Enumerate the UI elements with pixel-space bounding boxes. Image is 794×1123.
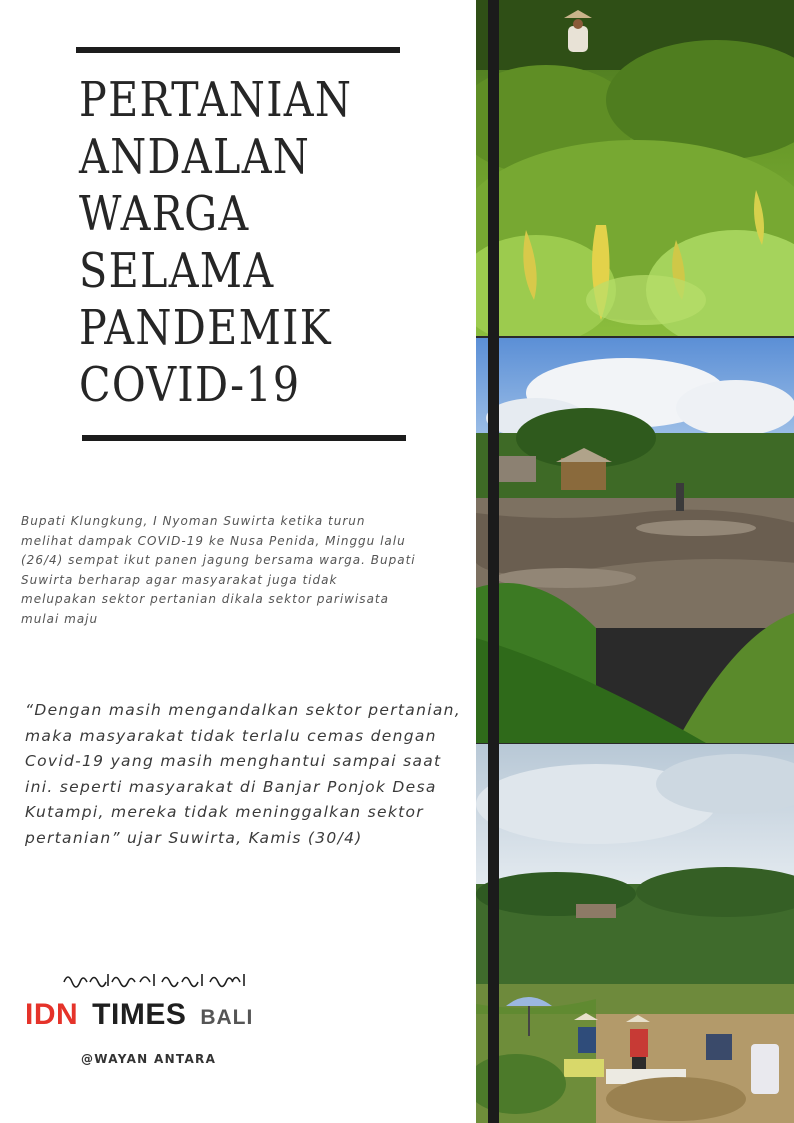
photo-credit: @WAYAN ANTARA — [81, 1052, 217, 1066]
photo-caption: Bupati Klungkung, I Nyoman Suwirta ketika turun melihat dampak COVID-19 ke Nusa Penida, Minggu lalu (26/4) sempat ikut panen jagung bersama warga. Bupati Suwirta berharap agar masyarakat juga tidak melupakan sektor pertanian dikala sektor pariwisata mulai maju — [21, 514, 416, 626]
headline-line: COVID-19 — [79, 357, 301, 413]
flooded-rice-field-photo — [476, 338, 794, 743]
balinese-script-logo — [62, 968, 252, 990]
headline-line: SELAMA — [79, 243, 275, 299]
idn-times-logo — [25, 995, 253, 1035]
headline-line: ANDALAN — [79, 129, 311, 185]
photo-divider-bar — [488, 0, 499, 1123]
headline — [79, 72, 406, 414]
headline-line: WARGA — [79, 186, 250, 242]
chili-plants-farmer-photo — [476, 0, 794, 336]
logo-region: BALI — [200, 1006, 254, 1029]
headline-line: PERTANIAN — [79, 72, 353, 128]
logo-idn: IDN — [25, 998, 79, 1031]
bottom-divider — [82, 435, 406, 441]
headline-line: PANDEMIK — [79, 300, 332, 356]
top-divider — [76, 47, 400, 53]
harvest-workers-field-photo — [476, 744, 794, 1123]
pull-quote: “Dengan masih mengandalkan sektor pertanian, maka masyarakat tidak terlalu cemas dengan Covid-19 yang masih menghantui sampai saat ini. seperti masyarakat di Banjar Ponjok Desa Kutampi, mereka tidak meninggalkan sektor pertanian” ujar Suwirta, Kamis (30/4) — [25, 701, 461, 847]
logo-times: TIMES — [92, 998, 187, 1031]
